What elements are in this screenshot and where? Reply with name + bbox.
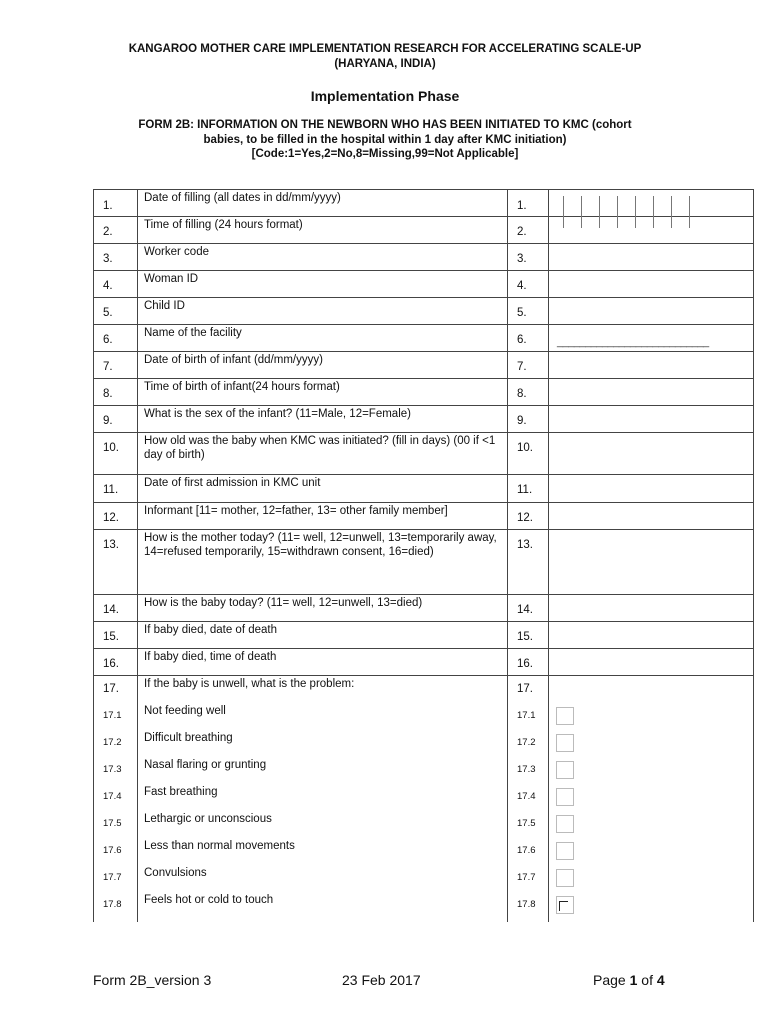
baby-status-field[interactable] xyxy=(549,595,754,622)
death-date-field[interactable] xyxy=(549,622,754,649)
question-text: Name of the facility xyxy=(138,325,508,352)
infant-sex-field[interactable] xyxy=(549,406,754,433)
form-table xyxy=(93,189,754,922)
question-text: Date of filling (all dates in dd/mm/yyyy) xyxy=(138,190,508,217)
table-row: 7. Date of birth of infant (dd/mm/yyyy) 7. xyxy=(94,352,754,379)
answer-checkbox[interactable] xyxy=(556,707,574,725)
table-row: 15. If baby died, date of death 15. xyxy=(94,622,754,649)
question-text: How old was the baby when KMC was initiated? (fill in days) (00 if <1 day of birth) xyxy=(138,433,508,475)
question-text: Nasal flaring or grunting xyxy=(138,757,508,784)
question-text: How is the mother today? (11= well, 12=unwell, 13=temporarily away, 14=refused temporarily, 15=withdrawn consent, 16=died) xyxy=(138,530,508,595)
answer-checkbox[interactable] xyxy=(556,788,574,806)
title-line-2: (HARYANA, INDIA) xyxy=(334,58,436,70)
question-text: If the baby is unwell, what is the problem: xyxy=(138,676,508,703)
table-row: 8. Time of birth of infant(24 hours format) 8. xyxy=(94,379,754,406)
table-row: 17.3 Nasal flaring or grunting 17.3 xyxy=(94,757,754,784)
row-number: 1. xyxy=(94,190,138,217)
birth-time-field[interactable] xyxy=(549,379,754,406)
table-row: 11. Date of first admission in KMC unit 11. xyxy=(94,475,754,503)
table-row: 4. Woman ID 4. xyxy=(94,271,754,298)
footer-form-version: Form 2B_version 3 xyxy=(93,972,212,988)
table-row: 17.6 Less than normal movements 17.6 xyxy=(94,838,754,865)
answer-checkbox[interactable] xyxy=(556,734,574,752)
question-text: If baby died, date of death xyxy=(138,622,508,649)
footer-date: 23 Feb 2017 xyxy=(342,972,421,988)
question-text: Informant [11= mother, 12=father, 13= other family member] xyxy=(138,503,508,530)
worker-code-field[interactable] xyxy=(549,244,754,271)
phase-heading: Implementation Phase xyxy=(310,88,460,104)
form-line-2: babies, to be filled in the hospital within 1 day after KMC initiation) xyxy=(203,133,567,146)
table-row xyxy=(94,190,754,217)
table-row: 6. Name of the facility 6. ___________________________ xyxy=(94,325,754,352)
question-text: Difficult breathing xyxy=(138,730,508,757)
table-row: 12. Informant [11= mother, 12=father, 13= other family member] 12. xyxy=(94,503,754,530)
table-row: 10. How old was the baby when KMC was initiated? (fill in days) (00 if <1 day of birth) 10. xyxy=(94,433,754,475)
table-row: 16. If baby died, time of death 16. xyxy=(94,649,754,676)
table-row: 17.5 Lethargic or unconscious 17.5 xyxy=(94,811,754,838)
kmc-age-field[interactable] xyxy=(549,433,754,475)
question-text: Fast breathing xyxy=(138,784,508,811)
admission-date-field[interactable] xyxy=(549,475,754,503)
table-row: 9. What is the sex of the infant? (11=Male, 12=Female) 9. xyxy=(94,406,754,433)
facility-name-field[interactable] xyxy=(549,325,754,352)
table-row: 17. If the baby is unwell, what is the problem: 17. xyxy=(94,676,754,703)
title-line-1: KANGAROO MOTHER CARE IMPLEMENTATION RESEARCH FOR ACCELERATING SCALE-UP xyxy=(128,43,642,55)
table-row: 14. How is the baby today? (11= well, 12=unwell, 13=died) 14. xyxy=(94,595,754,622)
table-row: 13. How is the mother today? (11= well, 12=unwell, 13=temporarily away, 14=refused temporarily, 15=withdrawn consent, 16=died) 13. xyxy=(94,530,754,595)
question-text: Worker code xyxy=(138,244,508,271)
birth-date-field[interactable] xyxy=(549,352,754,379)
question-text: Time of birth of infant(24 hours format) xyxy=(138,379,508,406)
table-row: 5. Child ID 5. xyxy=(94,298,754,325)
mother-status-field[interactable] xyxy=(549,530,754,595)
answer-checkbox[interactable] xyxy=(556,842,574,860)
checkbox-corner-mark xyxy=(559,901,568,911)
question-text: Convulsions xyxy=(138,865,508,892)
facility-name-underline: ___________________________ xyxy=(557,336,709,348)
table-row: 17.1 Not feeding well 17.1 xyxy=(94,703,754,730)
question-text: Less than normal movements xyxy=(138,838,508,865)
question-text: How is the baby today? (11= well, 12=unwell, 13=died) xyxy=(138,595,508,622)
table-row: 3. Worker code 3. xyxy=(94,244,754,271)
question-text: Date of first admission in KMC unit xyxy=(138,475,508,503)
form-description xyxy=(0,118,770,162)
footer-page-number: Page 1 of 4 xyxy=(593,972,665,988)
table-row: 17.8 Feels hot or cold to touch 17.8 xyxy=(94,892,754,922)
date-answer-field[interactable] xyxy=(549,190,754,217)
question-text: Feels hot or cold to touch xyxy=(138,892,508,922)
question-text: Date of birth of infant (dd/mm/yyyy) xyxy=(138,352,508,379)
woman-id-field[interactable] xyxy=(549,271,754,298)
time-answer-field[interactable] xyxy=(549,217,754,244)
table-row: 17.7 Convulsions 17.7 xyxy=(94,865,754,892)
form-line-1: FORM 2B: INFORMATION ON THE NEWBORN WHO HAS BEEN INITIATED TO KMC (cohort xyxy=(138,119,632,131)
question-text: Not feeding well xyxy=(138,703,508,730)
table-row: 2. Time of filling (24 hours format) 2. xyxy=(94,217,754,244)
question-text: What is the sex of the infant? (11=Male, 12=Female) xyxy=(138,406,508,433)
informant-field[interactable] xyxy=(549,503,754,530)
document-title xyxy=(0,42,770,72)
table-row: 17.2 Difficult breathing 17.2 xyxy=(94,730,754,757)
answer-checkbox[interactable] xyxy=(556,761,574,779)
problem-answer-header xyxy=(549,676,754,703)
child-id-field[interactable] xyxy=(549,298,754,325)
question-text: Time of filling (24 hours format) xyxy=(138,217,508,244)
question-text: Child ID xyxy=(138,298,508,325)
question-text: Woman ID xyxy=(138,271,508,298)
table-row: 17.4 Fast breathing 17.4 xyxy=(94,784,754,811)
code-legend: [Code:1=Yes,2=No,8=Missing,99=Not Applicable] xyxy=(251,148,519,160)
answer-checkbox[interactable] xyxy=(556,815,574,833)
answer-number: 1. xyxy=(508,190,549,217)
question-text: If baby died, time of death xyxy=(138,649,508,676)
answer-checkbox[interactable] xyxy=(556,869,574,887)
death-time-field[interactable] xyxy=(549,649,754,676)
question-text: Lethargic or unconscious xyxy=(138,811,508,838)
